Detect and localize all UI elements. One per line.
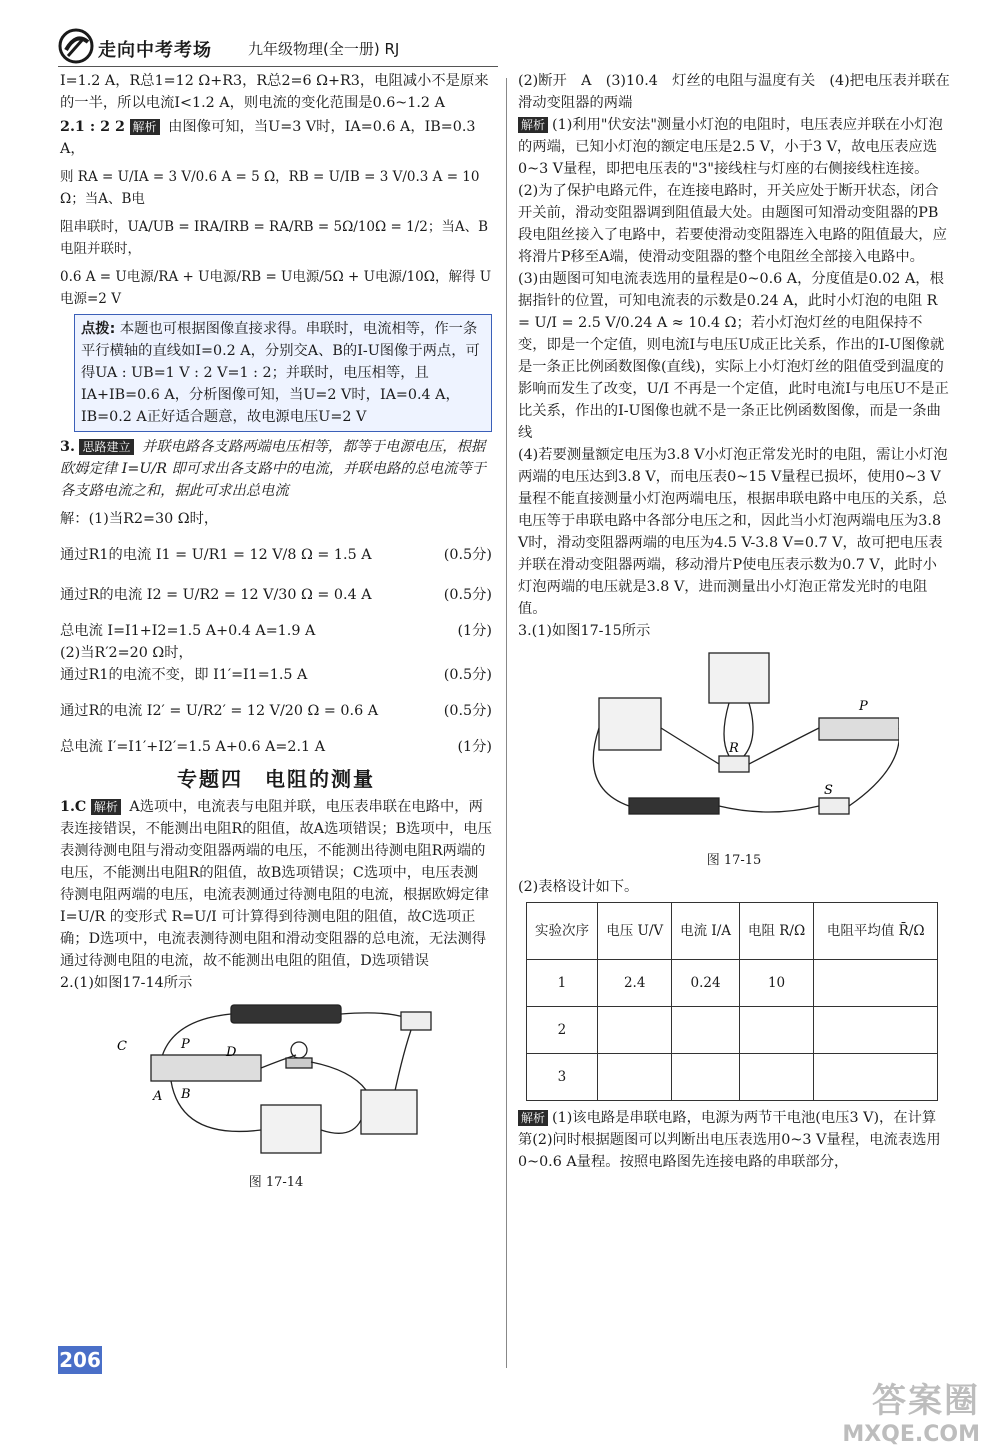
tip-label: 点拨: — [81, 321, 116, 337]
table-cell — [597, 1007, 672, 1054]
left-column — [60, 70, 492, 1198]
right-column — [518, 70, 950, 1173]
analysis-tag: 解析 — [518, 117, 548, 133]
page-header — [58, 28, 488, 64]
solution-line: 总电流 I=I1+I2=1.5 A+0.4 A=1.9 A — [60, 623, 316, 639]
solution-line: 通过R的电流 I2′ = U/R2′ = 12 V/20 Ω = 0.6 A — [60, 703, 379, 719]
table-cell — [672, 1054, 739, 1101]
book-subtitle: 九年级物理(全一册) RJ — [248, 40, 400, 58]
tip-box — [74, 314, 492, 432]
figure-label: C — [117, 1039, 127, 1054]
score-mark: (0.5分) — [443, 547, 492, 563]
table-cell: 10 — [739, 960, 814, 1007]
analysis-tag: 解析 — [91, 799, 121, 815]
solution-line: 通过R1的电流 I1 = U/R1 = 12 V/8 Ω = 1.5 A — [60, 547, 372, 563]
header-rule — [58, 66, 498, 67]
answer-line: 2.(1)如图17-14所示 — [60, 975, 193, 991]
table-cell — [597, 1054, 672, 1101]
analysis-text: 由图像可知，当U=3 V时，IA=0.6 A，IB=0.3 A， — [60, 119, 476, 157]
table-cell — [814, 1007, 938, 1054]
figure-caption: 图 17-14 — [248, 1175, 304, 1190]
question-number: 3. — [60, 439, 75, 455]
equation-line: 则 RA = U/IA = 3 V/0.6 A = 5 Ω，RB = U/IB = 3 V/0.3 A = 10 Ω；当A、B电 — [60, 169, 480, 207]
table-cell: 2 — [527, 1007, 598, 1054]
table-row — [527, 960, 938, 1007]
idea-tag: 思路建立 — [79, 439, 133, 455]
analysis-text: (1)该电路是串联电路，电源为两节干电池(电压3 V)，在计算第(2)问时根据题图可以判断出电压表选用0~3 V量程，电流表选用0~0.6 A量程。按照电路图先连接电路的串联部分， — [518, 1110, 941, 1170]
analysis-text: (2)为了保护电路元件，在连接电路时，开关应处于断开状态，闭合开关前，滑动变阻器调到阻值最大处。由题图可知滑动变阻器的PB段电阻丝接入了电路中，若要使滑动变阻器连入电路的阻值最大，应将滑片P移至A端，使滑动变阻器的整个电阻丝全部接入电路中。 — [518, 183, 947, 265]
brand-name: 走向中考考场 — [98, 40, 212, 61]
analysis-text: A选项中，电流表与电阻并联，电压表串联在电路中，两表连接错误，不能测出电阻R的阻值，故A选项错误；B选项中，电压表测待测电阻与滑动变阻器两端的电压，不能测出待测电阻R两端的电压，不能测出电阻R的阻值，故B选项错误；C选项中，电压表测待测电阻两端的电压，电流表测通过待测电阻的电流，根据欧姆定律 I=U/R 的变形式 R=U/I 可计算得到待测电阻的阻值，故C选项正确；D选项中，电流表测待测电阻和滑动变阻器的总电流，无法测得通过待测电阻的电流，故不能测出电阻的阻值，D选项错误 — [60, 799, 492, 969]
analysis-text: (1)利用"伏安法"测量小灯泡的电阻时，电压表应并联在小灯泡的两端，已知小灯泡的额定电压是2.5 V，小于3 V，故电压表应选0~3 V量程，即把电压表的"3"接线柱与灯座的右侧接线柱连接。 — [518, 117, 943, 177]
figure-label: P — [859, 699, 868, 714]
figure-label: R — [729, 741, 739, 756]
question-number: 2.1 : 2 2 — [60, 119, 125, 135]
table-cell — [739, 1054, 814, 1101]
solution-line: 解：(1)当R2=30 Ω时， — [60, 511, 219, 527]
table-header-row — [527, 903, 938, 960]
idea-text: 并联电路各支路两端电压相等，都等于电源电压，根据欧姆定律 I=U/R 即可求出各支路中的电流，并联电路的总电流等于各支路电流之和，据此可求出总电流 — [60, 439, 487, 499]
table-cell: 2.4 — [597, 960, 672, 1007]
data-table — [526, 902, 938, 1101]
analysis-tag: 解析 — [130, 119, 160, 135]
table-cell: 3 — [527, 1054, 598, 1101]
section-title: 专题四 电阻的测量 — [177, 767, 375, 791]
equation-line: 0.6 A = U电源/RA + U电源/RB = U电源/5Ω + U电源/10Ω，解得 U电源=2 V — [60, 269, 492, 307]
figure-label: A — [153, 1089, 163, 1104]
solution-line: 总电流 I′=I1′+I2′=1.5 A+0.6 A=2.1 A — [60, 739, 326, 755]
solution-line: 通过R的电流 I2 = U/R2 = 12 V/30 Ω = 0.4 A — [60, 587, 372, 603]
figure-caption: 图 17-15 — [706, 853, 762, 868]
figure-label: B — [181, 1087, 191, 1102]
score-mark: (1分) — [457, 739, 492, 755]
circuit-figure-17-14 — [111, 1000, 441, 1170]
analysis-tag: 解析 — [518, 1110, 548, 1126]
answer-line: 3.(1)如图17-15所示 — [518, 623, 651, 639]
page-number: 206 — [59, 1348, 101, 1372]
equation-line: 阻串联时，UA/UB = IRA/IRB = RA/RB = 5Ω/10Ω = 1/2；当A、B电阻并联时， — [60, 219, 488, 257]
table-header-cell: 电阻平均值 R̄/Ω — [814, 903, 938, 960]
analysis-text: (3)由题图可知电流表选用的量程是0~0.6 A，分度值是0.02 A，根据指针的位置，可知电流表的示数是0.24 A，此时小灯泡的电阻 R = U/I = 2.5 V/0.24 A ≈ 10.4 Ω；若小灯泡灯丝的电阻保持不变，即是一个定值，则电流I与电压U成正比关系，作出的I-U图像就是一条正比例函数图像(直线)，实际上小灯泡灯丝的阻值受到温度的影响而发生了改变，U/I 不再是一个定值，此时电流I与电压U不是正比关系，作出的I-U图像也就不是一条正比例函数图像，而是一条曲线 — [518, 271, 949, 441]
answer-paragraph: (2)断开 A (3)10.4 灯丝的电阻与温度有关 (4)把电压表并联在滑动变阻器的两端 — [518, 73, 950, 111]
score-mark: (0.5分) — [443, 703, 492, 719]
solution-line: 通过R1的电流不变，即 I1′=I1=1.5 A — [60, 667, 308, 683]
circuit-figure-17-15 — [569, 648, 899, 848]
score-mark: (0.5分) — [443, 587, 492, 603]
table-row — [527, 1054, 938, 1101]
table-cell: 0.24 — [672, 960, 739, 1007]
table-cell — [739, 1007, 814, 1054]
table-row — [527, 1007, 938, 1054]
score-mark: (1分) — [457, 623, 492, 639]
book-logo-icon — [58, 28, 94, 64]
tip-text: 本题也可根据图像直接求得。串联时，电流相等，作一条平行横轴的直线如I=0.2 A，分别交A、B的I-U图像于两点，可得UA : UB=1 V : 2 V=1 : 2；并联时，电压相等，且IA+IB=0.6 A，分析图像可知，当U=2 V时，IA=0.4 A，IB=0.2 A正好适合题意，故电源电压U=2 V — [81, 321, 480, 425]
answer-line: (2)表格设计如下。 — [518, 879, 639, 895]
table-cell — [814, 960, 938, 1007]
answer-paragraph: I=1.2 A，R总1=12 Ω+R3，R总2=6 Ω+R3，电阻减小不是原来的一半，所以电流I<1.2 A，则电流的变化范围是0.6~1.2 A — [60, 73, 489, 111]
table-header-cell: 实验次序 — [527, 903, 598, 960]
watermark-url: MXQE.COM — [842, 1422, 980, 1447]
table-cell: 1 — [527, 960, 598, 1007]
figure-label: D — [226, 1045, 237, 1060]
table-header-cell: 电流 I/A — [672, 903, 739, 960]
figure-label: P — [181, 1037, 190, 1052]
analysis-text: (4)若要测量额定电压为3.8 V小灯泡正常发光时的电阻，需让小灯泡两端的电压达到3.8 V，而电压表0~15 V量程已损坏，使用0~3 V量程不能直接测量小灯泡两端电压，根据串联电路中电压的关系，总电压等于串联电路中各部分电压之和，因此当小灯泡两端电压为3.8 V时，滑动变阻器两端的电压为4.5 V-3.8 V=0.7 V，故可把电压表并联在滑动变阻器两端，移动滑片P使电压表示数为0.7 V，此时小灯泡两端的电压就是3.8 V，进而测量出小灯泡正常发光时的电阻值。 — [518, 447, 948, 617]
score-mark: (0.5分) — [443, 667, 492, 683]
column-divider — [506, 78, 507, 1368]
watermark-title: 答案圈 — [872, 1381, 980, 1421]
figure-label: S — [824, 783, 833, 798]
solution-line: (2)当R′2=20 Ω时， — [60, 645, 193, 661]
table-header-cell: 电压 U/V — [597, 903, 672, 960]
table-cell — [814, 1054, 938, 1101]
watermark — [810, 1373, 980, 1447]
table-cell — [672, 1007, 739, 1054]
table-header-cell: 电阻 R/Ω — [739, 903, 814, 960]
question-number: 1.C — [60, 799, 87, 815]
